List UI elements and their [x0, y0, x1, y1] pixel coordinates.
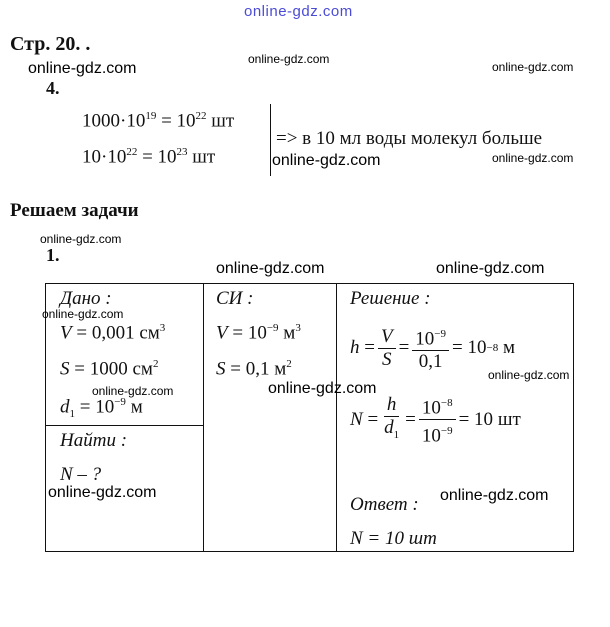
- given-volume: V = 0,001 $см^3$: [60, 322, 166, 344]
- watermark: online-gdz.com: [42, 307, 124, 321]
- watermark: online-gdz.com: [440, 487, 549, 504]
- watermark: online-gdz.com: [48, 484, 157, 501]
- given-label: Дано :: [60, 288, 112, 309]
- watermark: online-gdz.com: [216, 260, 325, 277]
- task1-number: 1.: [46, 245, 60, 265]
- watermark: online-gdz.com: [436, 260, 545, 277]
- answer-label: Ответ :: [350, 494, 419, 515]
- watermark: online-gdz.com: [28, 60, 137, 77]
- task4-divider: [270, 104, 271, 176]
- si-area: S = 0,1 $м^2$: [216, 358, 292, 380]
- watermark: online-gdz.com: [268, 380, 377, 397]
- given-area: S = 1000 $см^2$: [60, 358, 159, 380]
- watermark: online-gdz.com: [272, 152, 381, 169]
- watermark: online-gdz.com: [492, 60, 574, 74]
- find-label: Найти :: [60, 430, 128, 451]
- watermark: online-gdz.com: [92, 384, 174, 398]
- watermark: online-gdz.com: [488, 368, 570, 382]
- solution-label: Решение :: [350, 288, 431, 309]
- task4-number: 4.: [46, 78, 60, 98]
- task4-conclusion: => в 10 мл воды молекул больше: [276, 128, 543, 149]
- answer-value: N = 10 шт: [350, 528, 437, 549]
- solution-h: h = $\frac{V}{S}$ = $\frac{10^{-9}}{0,1}$ = 10 −8 м: [350, 323, 515, 373]
- page-header: Стр. 20. .: [10, 33, 91, 55]
- si-volume: $V = 10^{-9}$ $м^3$: [216, 322, 301, 344]
- watermark-top: online-gdz.com: [244, 3, 353, 20]
- si-label: СИ :: [216, 288, 254, 309]
- solution-n: N = $\frac{h}{d_1}$ = $\frac{10^{-8}}{10^{-9}}$ = 10 шт: [350, 393, 521, 447]
- watermark: online-gdz.com: [492, 151, 574, 165]
- watermark: online-gdz.com: [40, 232, 122, 246]
- watermark: online-gdz.com: [248, 52, 330, 66]
- given-diameter: $d_1 = 10^{-9}$ м: [60, 396, 143, 421]
- task4-line2: $10\cdot 10^{22} = 10^{23}$ шт: [82, 146, 216, 168]
- find-n: N – ?: [60, 464, 102, 485]
- section-title: Решаем задачи: [10, 200, 139, 221]
- task4-line1: $1000\cdot 10^{19} = 10^{22}$ шт: [82, 110, 235, 132]
